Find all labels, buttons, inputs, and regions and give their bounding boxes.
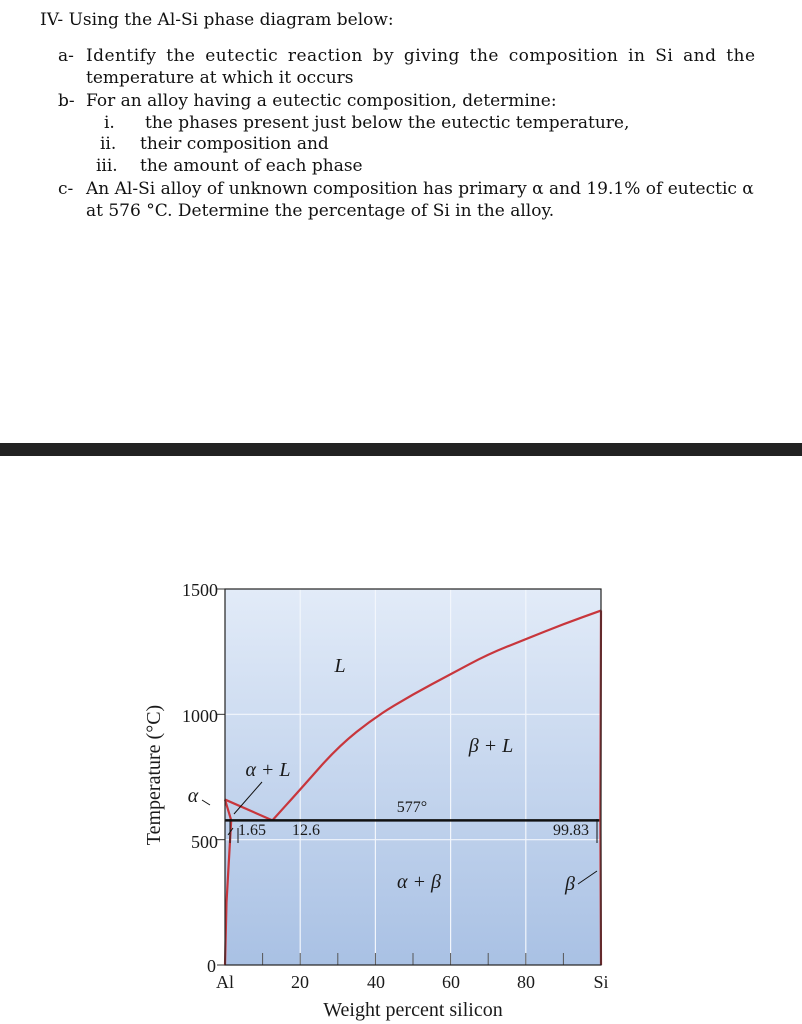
region-label-alpha-beta: α + β [397, 871, 441, 893]
item-b-marker: b- [58, 91, 75, 111]
x-tick-label-al: Al [216, 972, 234, 992]
composition-label-eutectic: 12.6 [292, 822, 320, 839]
item-b-ii-text: their composition and [140, 134, 329, 154]
item-b-iii-marker: iii. [96, 156, 118, 176]
item-c-marker: c- [58, 179, 74, 199]
leader-line-alpha [202, 800, 210, 805]
item-b-iii-text: the amount of each phase [140, 156, 363, 176]
item-a-line1: Identify the eutectic reaction by giving the composition in Si and the [86, 46, 756, 66]
item-c-line1: An Al-Si alloy of unknown composition has primary α and 19.1% of eutectic α [86, 179, 754, 199]
item-c-line2: at 576 °C. Determine the percentage of Si in the alloy. [86, 201, 555, 221]
item-a-line2: temperature at which it occurs [86, 68, 354, 88]
x-tick-label-60: 60 [442, 972, 460, 992]
item-b-ii-marker: ii. [100, 134, 117, 154]
region-label-beta-liquid: β + L [468, 735, 514, 757]
question-heading: IV- Using the Al-Si phase diagram below: [40, 10, 394, 30]
item-b-i-marker: i. [104, 113, 115, 133]
x-tick-label-20: 20 [291, 972, 309, 992]
region-label-liquid: L [334, 655, 346, 677]
x-tick-label-80: 80 [517, 972, 535, 992]
x-axis-label: Weight percent silicon [323, 999, 503, 1021]
y-tick-label-0: 0 [207, 956, 216, 976]
item-a-marker: a- [58, 46, 74, 66]
x-tick-label-si: Si [593, 972, 609, 992]
region-label-alpha-liquid: α + L [245, 759, 291, 781]
eutectic-temperature-label: 577° [396, 799, 428, 816]
region-label-beta: β [565, 873, 575, 895]
item-b-line1: For an alloy having a eutectic composition, determine: [86, 91, 557, 111]
region-label-alpha: α [187, 785, 199, 807]
y-tick-label-1000: 1000 [182, 706, 218, 726]
item-b-i-text: the phases present just below the eutectic temperature, [145, 113, 630, 133]
y-axis-label: Temperature (°C) [143, 704, 165, 846]
y-tick-label-500: 500 [191, 832, 218, 852]
y-tick-label-1500: 1500 [182, 580, 218, 600]
x-tick-label-40: 40 [367, 972, 385, 992]
composition-label-alpha-max: 1.65 [238, 822, 266, 839]
composition-label-beta-min: 99.83 [553, 822, 589, 839]
